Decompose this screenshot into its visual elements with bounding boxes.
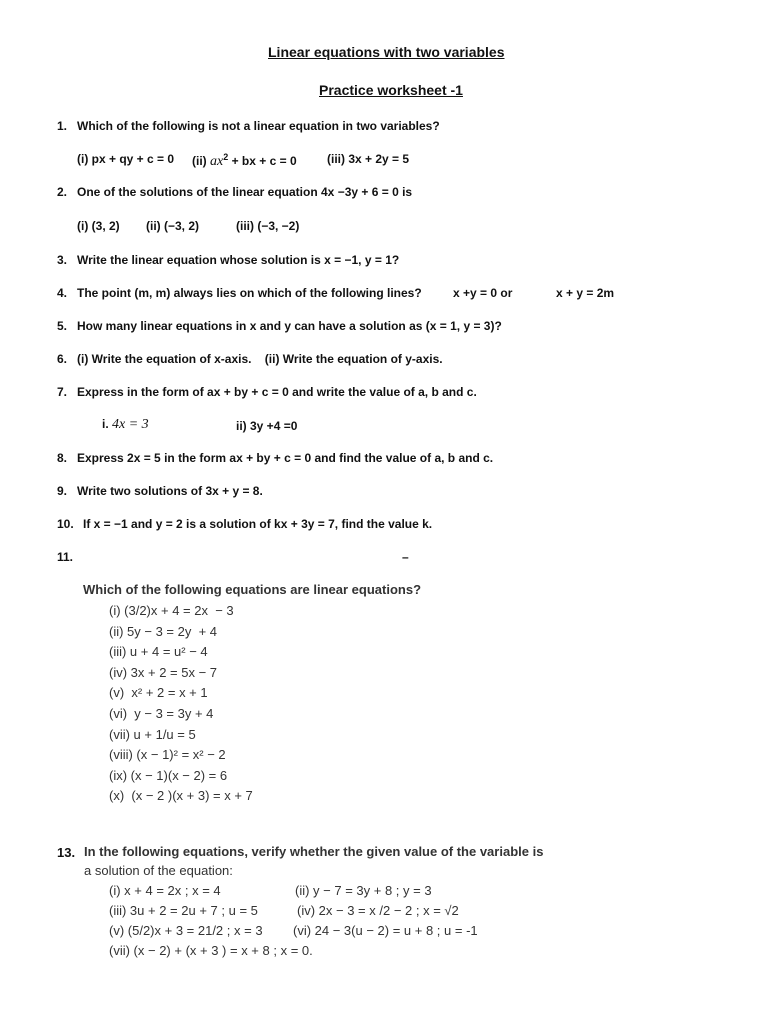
question-number: 6.	[57, 352, 68, 366]
math-expression: ax	[210, 154, 224, 169]
option-rest: + bx + c = 0	[231, 154, 297, 168]
list-item: (i) x + 4 = 2x ; x = 4	[109, 883, 221, 898]
list-item: (viii) (x − 1)² = x² − 2	[109, 747, 226, 763]
list-item: (ii) y − 7 = 3y + 8 ; y = 3	[295, 883, 432, 898]
question-number: 5.	[57, 319, 68, 333]
option: (i) (3, 2)	[77, 219, 120, 233]
question-number: 4.	[57, 286, 68, 300]
option-label: (ii)	[192, 154, 207, 168]
question-text: How many linear equations in x and y can have a solution as (x = 1, y = 3)?	[77, 319, 502, 333]
option-label: i.	[102, 417, 109, 431]
option	[192, 152, 297, 170]
question-text: If x = −1 and y = 2 is a solution of kx + 3y = 7, find the value k.	[83, 517, 433, 531]
question-number: 2.	[57, 185, 68, 199]
list-item: (v) (5/2)x + 3 = 21/2 ; x = 3	[109, 923, 263, 938]
option: x + y = 2m	[556, 286, 615, 300]
list-item: (ix) (x − 1)(x − 2) = 6	[109, 767, 228, 783]
question-heading: Which of the following equations are linear equations?	[83, 582, 422, 597]
question-number: 11.	[57, 550, 74, 564]
question-text: (i) Write the equation of x-axis. (ii) Write the equation of y-axis.	[77, 352, 443, 366]
list-item: (vi) y − 3 = 3y + 4	[109, 705, 214, 721]
list-item: (i) (3/2)x + 4 = 2x − 3	[109, 603, 234, 618]
math-expression: 4x = 3	[112, 417, 149, 432]
list-item: (iii) 3u + 2 = 2u + 7 ; u = 5	[109, 903, 258, 918]
list-item: (iv) 2x − 3 = x /2 − 2 ; x = √2	[297, 903, 459, 918]
list-item: (iii) u + 4 = u² − 4	[109, 644, 208, 660]
list-item: (vii) (x − 2) + (x + 3 ) = x + 8 ; x = 0.	[109, 943, 313, 958]
list-item: (x) (x − 2 )(x + 3) = x + 7	[109, 788, 253, 804]
question-number: 9.	[57, 484, 68, 498]
page-subtitle: Practice worksheet -1	[319, 82, 463, 98]
question-text-continued: a solution of the equation:	[84, 863, 233, 878]
question-text: Write two solutions of 3x + y = 8.	[77, 484, 263, 498]
question-text: Which of the following is not a linear equation in two variables?	[77, 119, 440, 133]
option: (iii) (−3, −2)	[236, 219, 300, 233]
option	[102, 417, 149, 433]
list-item: (ii) 5y − 3 = 2y + 4	[109, 623, 218, 639]
list-item: (vi) 24 − 3(u − 2) = u + 8 ; u = -1	[293, 923, 478, 938]
question-text: The point (m, m) always lies on which of the following lines?	[77, 286, 422, 300]
option: (ii) (−3, 2)	[146, 219, 200, 233]
option: (iii) 3x + 2y = 5	[327, 152, 410, 166]
page-title: Linear equations with two variables	[268, 44, 505, 60]
question-text: Express in the form of ax + by + c = 0 and write the value of a, b and c.	[77, 385, 477, 399]
question-text: One of the solutions of the linear equation 4x −3y + 6 = 0 is	[77, 185, 413, 199]
list-item: (vii) u + 1/u = 5	[109, 726, 196, 742]
question-number: 7.	[57, 385, 68, 399]
option: x +y = 0 or	[453, 286, 513, 300]
question-number: 3.	[57, 253, 68, 267]
question-number: 8.	[57, 451, 68, 465]
equation-list	[109, 603, 253, 809]
question-number: 13.	[57, 845, 76, 860]
question-number: 1.	[57, 119, 68, 133]
question-text: In the following equations, verify whether the given value of the variable is	[84, 844, 544, 859]
exponent: 2	[223, 152, 229, 162]
list-item: (v) x² + 2 = x + 1	[109, 685, 208, 701]
question-number: 10.	[57, 517, 74, 531]
option: ii) 3y +4 =0	[236, 419, 298, 433]
dash-mark: –	[402, 550, 409, 564]
question-text: Write the linear equation whose solution is x = −1, y = 1?	[77, 253, 400, 267]
question-text: Express 2x = 5 in the form ax + by + c = 0 and find the value of a, b and c.	[77, 451, 494, 465]
list-item: (iv) 3x + 2 = 5x − 7	[109, 664, 218, 680]
option: (i) px + qy + c = 0	[77, 152, 175, 166]
